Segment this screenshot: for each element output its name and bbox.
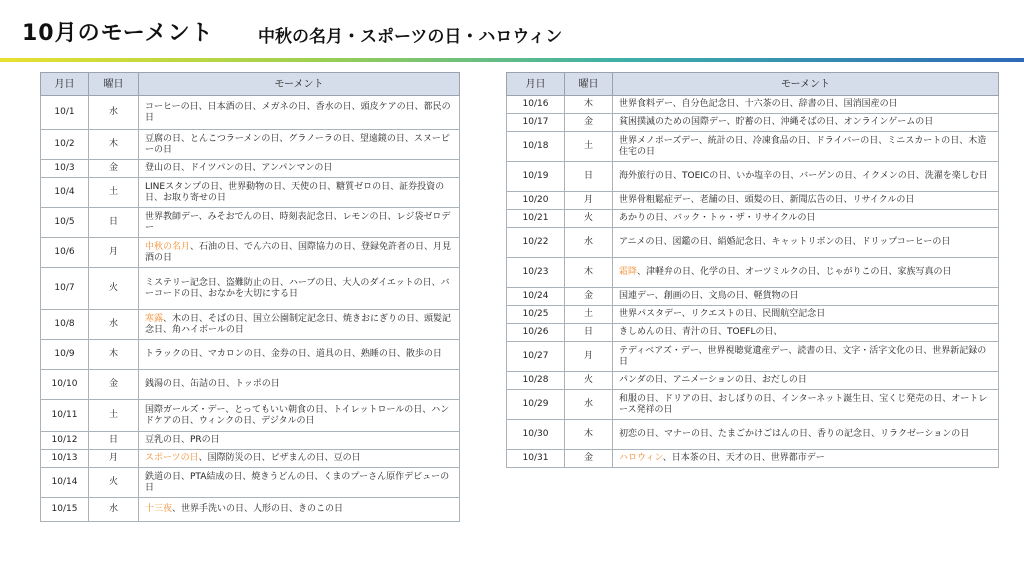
event-list: あかりの日、バック・トゥ・ザ・リサイクルの日 [619, 213, 816, 223]
calendar-table-left [40, 72, 460, 522]
event-list: コーヒーの日、日本酒の日、メガネの日、香水の日、頭皮ケアの日、都民の日 [145, 101, 451, 123]
cell-weekday: 木 [565, 420, 613, 450]
cell-date: 10/31 [507, 450, 565, 468]
cell-date: 10/3 [41, 160, 89, 178]
cell-moments [613, 132, 999, 162]
table-row [41, 340, 460, 370]
table-row [507, 372, 999, 390]
column-header-moments: モーメント [613, 73, 999, 96]
table-row [41, 96, 460, 130]
cell-date: 10/1 [41, 96, 89, 130]
cell-moments [139, 268, 460, 310]
cell-weekday: 土 [89, 400, 139, 432]
event-list: 海外旅行の日、TOEICの日、いか塩辛の日、バーゲンの日、イクメンの日、洗濯を楽しむ日 [619, 171, 988, 181]
cell-moments [139, 432, 460, 450]
cell-weekday: 木 [89, 340, 139, 370]
cell-date: 10/17 [507, 114, 565, 132]
cell-date: 10/29 [507, 390, 565, 420]
cell-weekday: 金 [89, 370, 139, 400]
event-list: 世界メノポーズデー、統計の日、冷凍食品の日、ドライバーの日、ミニスカートの日、木造住宅の日 [619, 135, 987, 157]
event-list: 世界骨粗鬆症デー、老舗の日、頭髪の日、新聞広告の日、リサイクルの日 [619, 195, 915, 205]
cell-weekday: 土 [565, 306, 613, 324]
cell-moments [613, 96, 999, 114]
cell-weekday: 金 [565, 288, 613, 306]
event-list: 豆腐の日、とんこつラーメンの日、グラノーラの日、望遠鏡の日、スヌーピーの日 [145, 133, 450, 155]
cell-date: 10/27 [507, 342, 565, 372]
cell-date: 10/6 [41, 238, 89, 268]
cell-moments [613, 306, 999, 324]
event-list: LINEスタンプの日、世界動物の日、天使の日、糖質ゼロの日、証券投資の日、お取り寄せの日 [145, 181, 445, 203]
cell-moments [613, 228, 999, 258]
cell-moments [139, 340, 460, 370]
cell-moments [139, 450, 460, 468]
highlight-event: スポーツの日 [145, 453, 199, 463]
cell-date: 10/7 [41, 268, 89, 310]
event-list: 、日本茶の日、天才の日、世界都市デー [662, 453, 825, 463]
cell-date: 10/10 [41, 370, 89, 400]
table-row [507, 96, 999, 114]
table-row [41, 498, 460, 522]
column-header-date: 月日 [41, 73, 89, 96]
event-list: 国際ガールズ・デー、とってもいい朝食の日、トイレットロールの日、ハンドケアの日、ウィンクの日、デジタルの日 [145, 404, 450, 426]
column-header-moments: モーメント [139, 73, 460, 96]
cell-moments [139, 178, 460, 208]
cell-weekday: 土 [89, 178, 139, 208]
table-row [41, 238, 460, 268]
cell-weekday: 金 [565, 114, 613, 132]
cell-weekday: 月 [89, 450, 139, 468]
cell-date: 10/22 [507, 228, 565, 258]
table-row [507, 162, 999, 192]
event-list: 国連デー、創画の日、文鳥の日、軽貨物の日 [619, 291, 799, 301]
cell-date: 10/18 [507, 132, 565, 162]
cell-moments [139, 310, 460, 340]
event-list: 豆乳の日、PRの日 [145, 435, 220, 445]
table-row [507, 258, 999, 288]
table-header-row [507, 73, 999, 96]
cell-date: 10/19 [507, 162, 565, 192]
cell-weekday: 日 [565, 324, 613, 342]
table-body [41, 96, 460, 522]
cell-weekday: 水 [89, 498, 139, 522]
cell-weekday: 火 [89, 268, 139, 310]
table-header-row [41, 73, 460, 96]
table-row [41, 310, 460, 340]
cell-moments [139, 370, 460, 400]
cell-moments [139, 468, 460, 498]
event-list: きしめんの日、青汁の日、TOEFLの日、 [619, 327, 783, 337]
table-row [507, 450, 999, 468]
cell-date: 10/21 [507, 210, 565, 228]
cell-moments [139, 238, 460, 268]
cell-date: 10/28 [507, 372, 565, 390]
event-list: 登山の日、ドイツパンの日、アンパンマンの日 [145, 163, 333, 173]
table-row [507, 390, 999, 420]
cell-moments [613, 210, 999, 228]
event-list: テディベアズ・デー、世界視聴覚遺産デー、読書の日、文字・活字文化の日、世界新記録の日 [619, 345, 987, 367]
cell-moments [613, 450, 999, 468]
cell-moments [139, 498, 460, 522]
cell-weekday: 木 [565, 258, 613, 288]
table-row [507, 342, 999, 372]
event-list: 初恋の日、マナーの日、たまごかけごはんの日、香りの記念日、リラクゼーションの日 [619, 429, 970, 439]
table-body [507, 96, 999, 468]
gradient-divider [0, 58, 1024, 62]
event-list: 銭湯の日、缶詰の日、トッポの日 [145, 379, 280, 389]
cell-date: 10/15 [41, 498, 89, 522]
event-list: アニメの日、図鑑の日、絹婚記念日、キャットリボンの日、ドリップコーヒーの日 [619, 237, 951, 247]
column-header-weekday: 曜日 [565, 73, 613, 96]
cell-moments [139, 96, 460, 130]
event-list: 、石油の日、でん六の日、国際協力の日、登録免許者の日、月見酒の日 [145, 241, 452, 263]
cell-moments [139, 400, 460, 432]
table-row [41, 400, 460, 432]
cell-weekday: 水 [565, 390, 613, 420]
cell-moments [613, 324, 999, 342]
event-list: パンダの日、アニメーションの日、おだしの日 [619, 375, 807, 385]
cell-moments [613, 342, 999, 372]
cell-moments [613, 114, 999, 132]
cell-moments [139, 208, 460, 238]
cell-moments [613, 162, 999, 192]
cell-date: 10/20 [507, 192, 565, 210]
cell-date: 10/13 [41, 450, 89, 468]
event-list: 、国際防災の日、ピザまんの日、豆の日 [198, 453, 361, 463]
cell-weekday: 月 [565, 342, 613, 372]
page-header [0, 0, 1024, 62]
cell-date: 10/24 [507, 288, 565, 306]
cell-weekday: 水 [89, 96, 139, 130]
cell-moments [613, 420, 999, 450]
cell-weekday: 月 [565, 192, 613, 210]
cell-date: 10/23 [507, 258, 565, 288]
cell-weekday: 水 [565, 228, 613, 258]
table-row [41, 208, 460, 238]
event-list: 世界教師デー、みそおでんの日、時刻表記念日、レモンの日、レジ袋ゼロデー [145, 211, 451, 233]
cell-weekday: 日 [565, 162, 613, 192]
cell-date: 10/11 [41, 400, 89, 432]
table-row [41, 468, 460, 498]
cell-date: 10/5 [41, 208, 89, 238]
cell-weekday: 木 [89, 130, 139, 160]
table-row [507, 192, 999, 210]
cell-weekday: 水 [89, 310, 139, 340]
cell-date: 10/30 [507, 420, 565, 450]
cell-moments [613, 372, 999, 390]
highlight-event: 十三夜 [145, 504, 173, 514]
cell-date: 10/26 [507, 324, 565, 342]
highlight-event: 中秋の名月 [145, 241, 191, 252]
event-list: トラックの日、マカロンの日、金券の日、道具の日、熟睡の日、散歩の日 [145, 349, 442, 359]
cell-weekday: 木 [565, 96, 613, 114]
table-row [507, 420, 999, 450]
page-subtitle: 中秋の名月・スポーツの日・ハロウィン [258, 27, 563, 47]
event-list: 、世界手洗いの日、人形の日、きのこの日 [172, 504, 344, 514]
cell-moments [139, 160, 460, 178]
highlight-event: ハロウィン [619, 453, 663, 463]
cell-weekday: 火 [565, 372, 613, 390]
cell-moments [613, 192, 999, 210]
highlight-event: 寒露 [145, 313, 164, 324]
cell-weekday: 日 [89, 432, 139, 450]
cell-weekday: 火 [565, 210, 613, 228]
cell-moments [613, 390, 999, 420]
cell-date: 10/2 [41, 130, 89, 160]
table-row [41, 178, 460, 208]
table-row [507, 132, 999, 162]
event-list: 貧困撲滅のための国際デー、貯蓄の日、沖縄そばの日、オンラインゲームの日 [619, 117, 934, 127]
event-list: 世界食料デー、自分色記念日、十六茶の日、辞書の日、国消国産の日 [619, 99, 898, 109]
cell-weekday: 月 [89, 238, 139, 268]
cell-moments [139, 130, 460, 160]
cell-weekday: 土 [565, 132, 613, 162]
table-row [41, 130, 460, 160]
table-row [507, 288, 999, 306]
cell-date: 10/16 [507, 96, 565, 114]
event-list: 鉄道の日、PTA結成の日、焼きうどんの日、くまのプーさん原作デビューの日 [145, 471, 450, 493]
cell-date: 10/12 [41, 432, 89, 450]
table-row [41, 268, 460, 310]
table-row [507, 114, 999, 132]
cell-date: 10/8 [41, 310, 89, 340]
cell-weekday: 火 [89, 468, 139, 498]
table-row [41, 432, 460, 450]
table-row [41, 370, 460, 400]
cell-date: 10/4 [41, 178, 89, 208]
column-header-weekday: 曜日 [89, 73, 139, 96]
table-row [507, 324, 999, 342]
event-list: 和服の日、ドリアの日、おしぼりの日、インターネット誕生日、宝くじ発売の日、オートレース発祥の日 [619, 393, 988, 415]
cell-weekday: 金 [89, 160, 139, 178]
cell-date: 10/25 [507, 306, 565, 324]
cell-moments [613, 258, 999, 288]
column-header-date: 月日 [507, 73, 565, 96]
cell-weekday: 金 [565, 450, 613, 468]
cell-date: 10/14 [41, 468, 89, 498]
event-list: 、木の日、そばの日、国立公園制定記念日、焼きおにぎりの日、頭髪記念日、角ハイボールの日 [145, 313, 452, 335]
cell-moments [613, 288, 999, 306]
highlight-event: 霜降 [619, 267, 638, 277]
cell-date: 10/9 [41, 340, 89, 370]
event-list: 、津軽弁の日、化学の日、オーツミルクの日、じゃがりこの日、家族写真の日 [637, 267, 952, 277]
table-row [507, 228, 999, 258]
event-list: 世界パスタデー、リクエストの日、民間航空記念日 [619, 309, 826, 319]
page-title: 10月のモーメント [22, 21, 214, 46]
event-list: ミステリー記念日、盗難防止の日、ハーブの日、大人のダイエットの日、バーコードの日、おなかを大切にする日 [145, 277, 450, 299]
calendar-table-right [506, 72, 999, 468]
cell-weekday: 日 [89, 208, 139, 238]
table-row [41, 450, 460, 468]
table-row [507, 210, 999, 228]
table-row [41, 160, 460, 178]
table-row [507, 306, 999, 324]
